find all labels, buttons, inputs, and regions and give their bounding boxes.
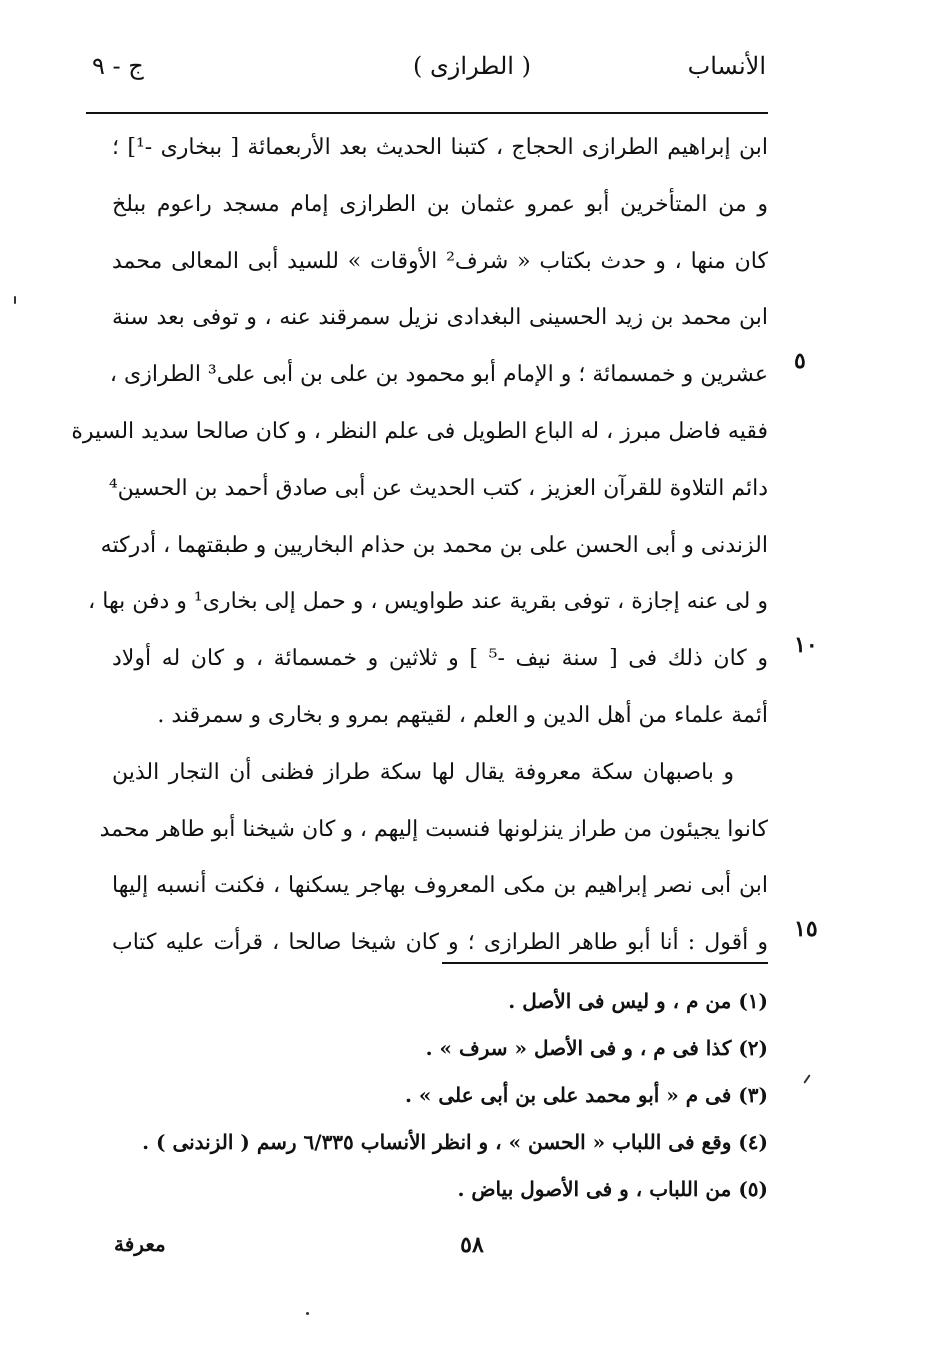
book-title: الأنساب bbox=[687, 52, 766, 80]
line-number: ٥ bbox=[794, 348, 806, 374]
text-line: و لى عنه إجازة ، توفى بقرية عند طواويس ، و حمل إلى بخارى¹ و دفن بها ، bbox=[88, 589, 768, 615]
footnote: (٥) من اللباب ، و فى الأصول بياض . bbox=[457, 1177, 768, 1201]
page-number: ٥٨ bbox=[460, 1232, 484, 1258]
line-number: ١٥ bbox=[794, 916, 818, 942]
text-line: أئمة علماء من أهل الدين و العلم ، لقيتهم بمرو و بخارى و سمرقند . bbox=[157, 702, 768, 728]
line-number: ١٠ bbox=[794, 632, 818, 658]
main-text bbox=[71, 120, 768, 972]
footnote: (٣) فى م « أبو محمد على بن أبى على » . bbox=[404, 1083, 768, 1107]
scan-speck bbox=[306, 1312, 309, 1315]
text-line: كانوا يجيئون من طراز ينزلونها فنسبت إليهم ، و كان شيخنا أبو طاهر محمد bbox=[99, 816, 768, 842]
footnotes bbox=[112, 978, 768, 1213]
text-line: و باصبهان سكة معروفة يقال لها سكة طراز فظنى أن التجار الذين bbox=[112, 759, 734, 785]
header-rule bbox=[86, 112, 768, 114]
volume-label: ج - ٩ bbox=[92, 52, 144, 80]
text-line: ابن إبراهيم الطرازى الحجاج ، كتبنا الحديث بعد الأربعمائة [ ببخارى -¹] ؛ bbox=[112, 135, 768, 160]
scan-speck bbox=[14, 296, 16, 304]
text-line: ابن أبى نصر إبراهيم بن مكى المعروف بهاجر يسكنها ، فكنت أنسبه إليها bbox=[112, 873, 768, 899]
text-line: الزندنى و أبى الحسن على بن محمد بن حذام البخاريين و طبقتهما ، أدركته bbox=[100, 532, 768, 558]
footnote: (٢) كذا فى م ، و فى الأصل « سرف » . bbox=[425, 1036, 768, 1060]
text-line: دائم التلاوة للقرآن العزيز ، كتب الحديث عن أبى صادق أحمد بن الحسين⁴ bbox=[108, 475, 768, 501]
footnote: (١) من م ، و ليس فى الأصل . bbox=[508, 989, 768, 1013]
signature-mark: معرفة bbox=[114, 1232, 166, 1256]
footnote: (٤) وقع فى اللباب « الحسن » ، و انظر الأنساب ٦/٣٣٥ رسم ( الزندنى ) . bbox=[142, 1130, 768, 1154]
text-line: عشرين و خمسمائة ؛ و الإمام أبو محمود بن على بن أبى على³ الطرازى ، bbox=[109, 362, 768, 388]
scan-speck bbox=[803, 1074, 810, 1083]
footnote-rule bbox=[442, 962, 768, 964]
text-line: فقيه فاضل مبرز ، له الباع الطويل فى علم النظر ، و كان صالحا سديد السيرة bbox=[71, 418, 768, 444]
page-title: ( الطرازى ) bbox=[413, 52, 531, 80]
text-line: كان منها ، و حدث بكتاب « شرف² الأوقات » للسيد أبى المعالى محمد bbox=[112, 248, 768, 274]
text-line: و أقول : أنا أبو طاهر الطرازى ؛ و كان شيخا صالحا ، قرأت عليه كتاب bbox=[112, 930, 768, 956]
text-line: ابن محمد بن زيد الحسينى البغدادى نزيل سمرقند عنه ، و توفى بعد سنة bbox=[112, 305, 768, 331]
text-line: و من المتأخرين أبو عمرو عثمان بن الطرازى إمام مسجد راعوم ببلخ bbox=[112, 191, 768, 217]
text-line: و كان ذلك فى [ سنة نيف -⁵ ] و ثلاثين و خمسمائة ، و كان له أولاد bbox=[112, 646, 768, 672]
